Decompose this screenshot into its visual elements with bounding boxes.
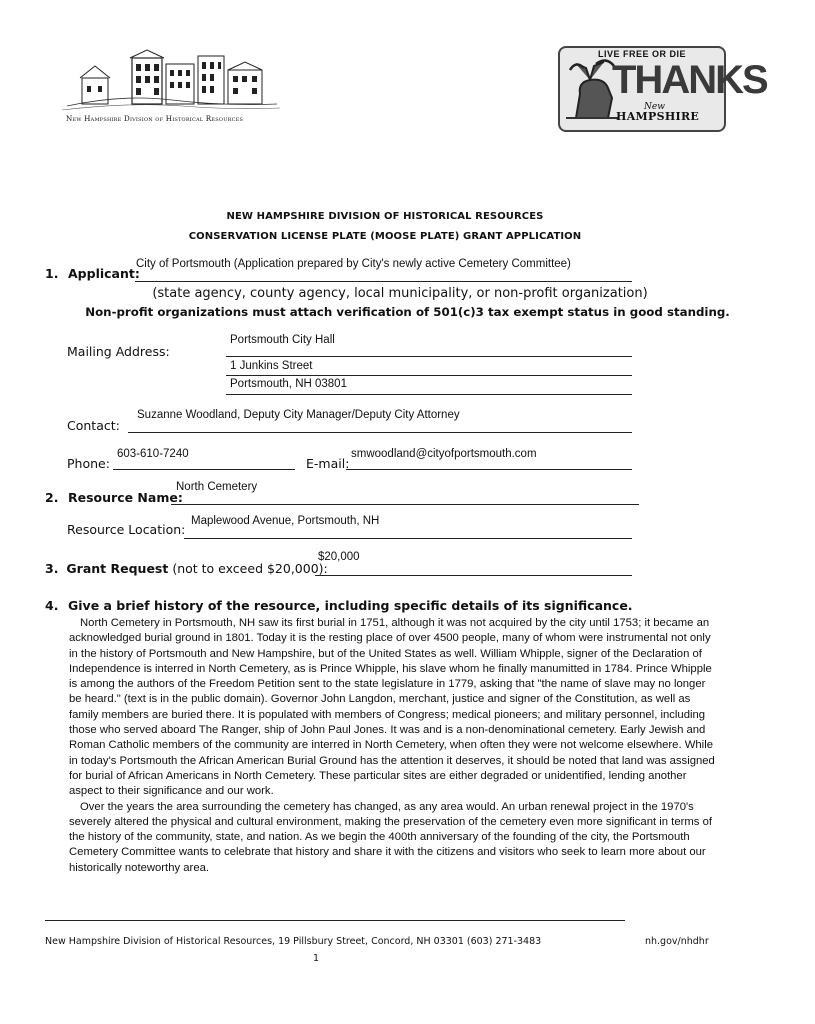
plate-main-text: THANKS (612, 58, 767, 102)
grant-request-field[interactable]: $20,000 (318, 551, 360, 563)
mailing-address-label: Mailing Address: (67, 344, 170, 359)
q2-label: Resource Name: (68, 490, 183, 505)
resource-location-underline (184, 538, 632, 539)
q4-number: 4. (45, 598, 59, 613)
contact-field[interactable]: Suzanne Woodland, Deputy City Manager/Deputy City Attorney (137, 409, 460, 421)
contact-underline (128, 432, 632, 433)
resource-name-field[interactable]: North Cemetery (176, 481, 258, 493)
plate-new-text: New (644, 102, 665, 112)
footer-divider (45, 920, 625, 921)
moose-license-plate (558, 46, 767, 132)
moose-icon (566, 58, 618, 120)
footer-url: nh.gov/nhdhr (645, 936, 709, 947)
email-field[interactable]: smwoodland@cityofportsmouth.com (351, 448, 537, 460)
email-label: E-mail: (306, 456, 350, 471)
logo-caption: New Hampshire Division of Historical Resources (66, 114, 244, 123)
history-paragraph-2: Over the years the area surrounding the cemetery has changed, as any area would. An urban renewal project in the 1970's severely altered the physical and cultural environment, making the preservation of the cemetery even more significant in terms of the history of the community, state, and nation. As we begin the 400th anniversary of the founding of the city, the Portsmouth Cemetery Committee wants to celebrate that history and share it with the citizens and visitors who seek to learn more about our historically noteworthy area. (69, 800, 712, 874)
form-title-line2: CONSERVATION LICENSE PLATE (MOOSE PLATE) GRANT APPLICATION (188, 231, 582, 242)
q3-label-row (45, 561, 328, 576)
phone-underline (113, 469, 295, 470)
email-underline (346, 469, 632, 470)
contact-label: Contact: (67, 418, 120, 433)
mailing-address-line1[interactable]: Portsmouth City Hall (230, 334, 335, 346)
mailing-address-line2[interactable]: 1 Junkins Street (230, 360, 313, 372)
applicant-hint: (state agency, county agency, local municipality, or non-profit organization) (152, 286, 648, 301)
nonprofit-notice: Non-profit organizations must attach verification of 501(c)3 tax exempt status in good standing. (85, 305, 730, 319)
applicant-field[interactable]: City of Portsmouth (Application prepared by City's newly active Cemetery Committee) (136, 258, 571, 270)
q1-label: Applicant: (68, 266, 140, 281)
q3-number: 3. (45, 561, 59, 576)
phone-field[interactable]: 603-610-7240 (117, 448, 189, 460)
nhdhr-logo (62, 44, 282, 128)
mailing-underline-2 (226, 375, 632, 376)
mailing-address-line3[interactable]: Portsmouth, NH 03801 (230, 378, 347, 390)
q3-label-suffix: (not to exceed $20,000): (168, 561, 328, 576)
plate-top-text: LIVE FREE OR DIE (598, 49, 687, 59)
q4-label: Give a brief history of the resource, including specific details of its significance. (68, 598, 633, 613)
form-title-line1: NEW HAMPSHIRE DIVISION OF HISTORICAL RESOURCES (226, 211, 544, 222)
resource-name-underline (171, 504, 639, 505)
q3-label: Grant Request (66, 561, 169, 576)
mailing-underline-1 (226, 356, 632, 357)
q2-number: 2. (45, 490, 59, 505)
phone-label: Phone: (67, 456, 110, 471)
plate-bottom-text: HAMPSHIRE (616, 110, 700, 123)
mailing-underline-3 (226, 394, 632, 395)
history-paragraph-1: North Cemetery in Portsmouth, NH saw its first burial in 1751, although it was not acquired by the city until 1753; it became an acknowledged burial ground in 1801. Today it is the resting place of over 4500 people, many of whom were instrumental not only in the history of Portsmouth and New Hampshire, but of the United States as well. William Whipple, signer of the Declaration of Independence is interred in North Cemetery, as is Prince Whipple, his slave whom he finally manumitted in 1784. Prince Whipple is among the authors of the Freedom Petition sent to the state legislature in 1779, asking that "the name of slave may no longer be heard." (text is in the public domain). Governor John Langdon, merchant, justice and signer of the Constitution, as well as family members are buried there. It is populated with members of Congress; medical pioneers; and military personnel, including those who served aboard The Ranger, ship of John Paul Jones. It was and is a non-denominational cemetery. Early Jewish and Roman Catholic members of the community are interred in North Cemetery, when often they were not welcome elsewhere. While in today's Portsmouth the African American Burial Ground has the attention it deserves, it should be noted that land was assigned for burial of African Americans in North Cemetery. These particular sites are either degraded or unidentified, lending another aspect to their significance and our work. (69, 617, 715, 798)
history-text-area[interactable] (69, 616, 720, 876)
q1-number: 1. (45, 266, 59, 281)
resource-location-label: Resource Location: (67, 522, 186, 537)
applicant-underline (135, 281, 632, 282)
footer-address: New Hampshire Division of Historical Resources, 19 Pillsbury Street, Concord, NH 03301 (603) 271-3483 (45, 936, 542, 947)
page-number: 1 (313, 953, 320, 964)
resource-location-field[interactable]: Maplewood Avenue, Portsmouth, NH (191, 515, 380, 527)
grant-request-underline (315, 575, 632, 576)
